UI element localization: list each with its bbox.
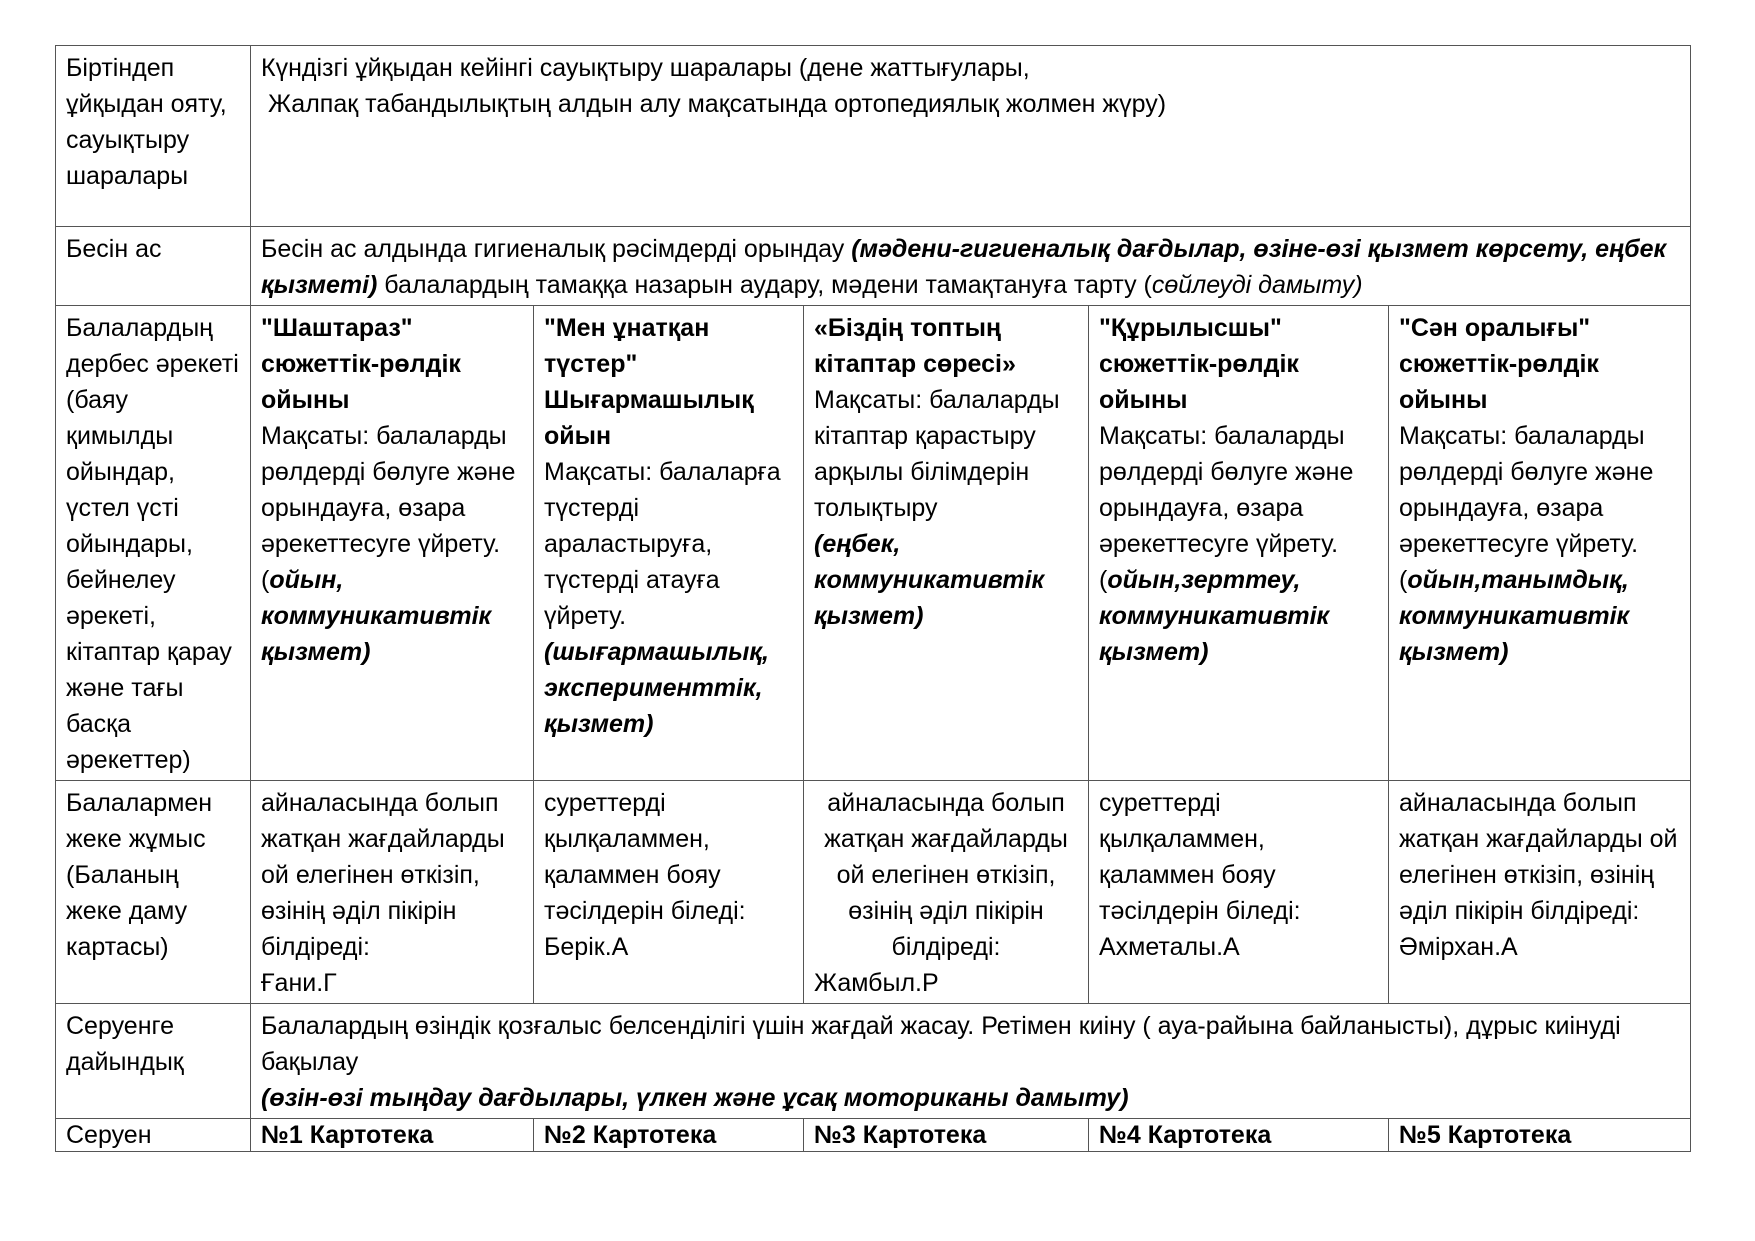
individual-text: суреттерді қылқаламмен, қаламмен бояу тәсілдерін біледі:: [544, 789, 746, 925]
individual-day-1: [251, 781, 534, 1004]
snack-emphasis-2: сөйлеуді дамыту): [1151, 271, 1363, 299]
activity-paren: (: [1399, 566, 1408, 594]
activity-emphasis: ойын, коммуникативтік қызмет): [261, 566, 492, 666]
activity-day-4: [1089, 306, 1389, 781]
row-walk-prep: [56, 1004, 1691, 1119]
individual-day-4: [1089, 781, 1389, 1004]
individual-text: суреттерді қылқаламмен, қаламмен бояу тәсілдерін біледі:: [1099, 789, 1301, 925]
individual-text: айналасында болып жатқан жағдайларды ой елегінен өткізіп, өзінің әділ пікірін білдіреді:: [824, 789, 1068, 961]
activity-goal: Мақсаты: балаларды кітаптар қарастыру арқылы білімдерін толықтыру: [814, 386, 1060, 522]
row-label-wake-up: Біртіндеп ұйқыдан ояту, сауықтыру шаралары: [56, 46, 251, 227]
wake-up-line-1: Күндізгі ұйқыдан кейінгі сауықтыру шаралары (дене жаттығулары,: [261, 54, 1030, 82]
activity-emphasis: ойын,зерттеу, коммуникативтік қызмет): [1099, 566, 1330, 666]
activity-emphasis: (шығармашылық, эксперименттік, қызмет): [544, 638, 769, 738]
activity-day-2: [534, 306, 804, 781]
individual-day-2: [534, 781, 804, 1004]
walk-card-5: №5 Картотека: [1389, 1119, 1691, 1152]
child-name: Әмірхан.А: [1399, 933, 1518, 961]
activity-goal: Мақсаты: балаларды рөлдерді бөлуге және орындауға, өзара әрекеттесуге үйрету.: [1399, 422, 1654, 558]
walk-card-4: №4 Картотека: [1089, 1119, 1389, 1152]
row-activity: [56, 306, 1691, 781]
wake-up-content: [251, 46, 1691, 227]
schedule-sheet: [55, 45, 1690, 1152]
activity-title: "Құрылысшы" сюжеттік-рөлдік ойыны: [1099, 314, 1299, 414]
activity-emphasis: (еңбек, коммуникативтік қызмет): [814, 530, 1045, 630]
walk-prep-text: Балалардың өзіндік қозғалыс белсенділігі үшін жағдай жасау. Ретімен киіну ( ауа-райына байланысты), дұрыс киінуді бақылау: [261, 1012, 1621, 1076]
activity-goal: Мақсаты: балаларды рөлдерді бөлуге және орындауға, өзара әрекеттесуге үйрету.: [261, 422, 516, 558]
row-label-snack: Бесін ас: [56, 227, 251, 306]
individual-text: айналасында болып жатқан жағдайларды ой елегінен өткізіп, өзінің әділ пікірін білдіреді:: [261, 789, 505, 961]
activity-day-5: [1389, 306, 1691, 781]
walk-card-1: №1 Картотека: [251, 1119, 534, 1152]
child-name: Ахметалы.А: [1099, 933, 1240, 961]
individual-day-3: [804, 781, 1089, 1004]
row-snack: [56, 227, 1691, 306]
walk-prep-content: [251, 1004, 1691, 1119]
daily-plan-table: [55, 45, 1691, 1152]
activity-goal: Мақсаты: балаларды рөлдерді бөлуге және орындауға, өзара әрекеттесуге үйрету.: [1099, 422, 1354, 558]
activity-title: «Біздің топтың кітаптар сөресі»: [814, 314, 1016, 378]
activity-title: "Сән оралығы" сюжеттік-рөлдік ойыны: [1399, 314, 1599, 414]
individual-day-5: [1389, 781, 1691, 1004]
row-label-activity: Балалардың дербес әрекеті (баяу қимылды ойындар, үстел үсті ойындары, бейнелеу әрекеті, кітаптар қарау және тағы басқа әрекеттер): [56, 306, 251, 781]
walk-card-2: №2 Картотека: [534, 1119, 804, 1152]
snack-content: [251, 227, 1691, 306]
individual-text: айналасында болып жатқан жағдайларды ой елегінен өткізіп, өзінің әділ пікірін білдіреді:: [1399, 789, 1678, 925]
activity-paren: (: [261, 566, 270, 594]
snack-text-2: балалардың тамаққа назарын аудару, мәдени тамақтануға тарту (: [377, 271, 1152, 299]
snack-text-1: Бесін ас алдында гигиеналық рәсімдерді орындау: [261, 235, 852, 263]
activity-goal: Мақсаты: балаларға түстерді араластыруға, түстерді атауға үйрету.: [544, 458, 781, 630]
activity-day-3: [804, 306, 1089, 781]
walk-prep-emphasis: (өзін-өзі тыңдау дағдылары, үлкен және ұсақ моториканы дамыту): [261, 1084, 1129, 1112]
walk-card-3: №3 Картотека: [804, 1119, 1089, 1152]
activity-paren: (: [1099, 566, 1108, 594]
row-label-walk-prep: Серуенге дайындық: [56, 1004, 251, 1119]
row-individual-work: [56, 781, 1691, 1004]
activity-day-1: [251, 306, 534, 781]
row-wake-up: [56, 46, 1691, 227]
child-name: Ғани.Г: [261, 969, 337, 997]
activity-title: "Мен ұнатқан түстер" Шығармашылық ойын: [544, 314, 754, 450]
snack-emphasis-1: (мәдени-гигиеналық дағдылар, өзіне-өзі қызмет көрсету, еңбек қызметі): [261, 235, 1667, 299]
row-label-individual-work: Балалармен жеке жұмыс (Баланың жеке даму картасы): [56, 781, 251, 1004]
activity-emphasis: ойын,танымдық, коммуникативтік қызмет): [1399, 566, 1630, 666]
child-name: Берік.А: [544, 933, 629, 961]
activity-title: "Шаштараз" сюжеттік-рөлдік ойыны: [261, 314, 461, 414]
row-label-walk: Серуен: [56, 1119, 251, 1152]
wake-up-line-2: Жалпақ табандылықтың алдын алу мақсатында ортопедиялық жолмен жүру): [261, 90, 1167, 118]
child-name: Жамбыл.Р: [814, 969, 939, 997]
row-walk: [56, 1119, 1691, 1152]
